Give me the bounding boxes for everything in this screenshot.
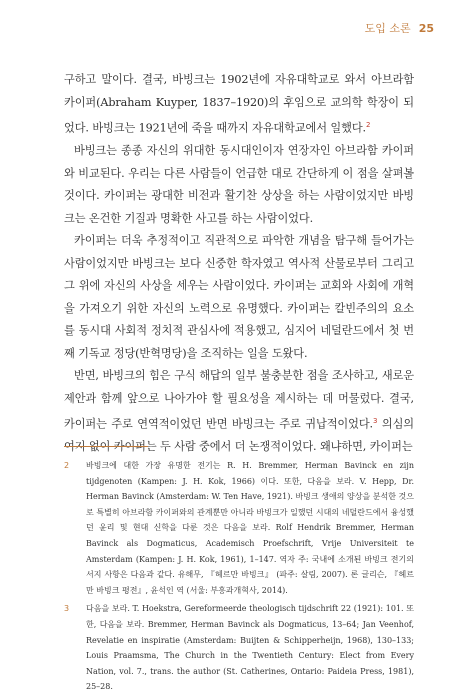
- footnote: [64, 458, 414, 598]
- footnote-text: 바빙크에 대한 가장 유명한 전기는 R. H. Bremmer, Herman Bavinck en zijn tijdgenoten (Kampen: J. H. Kok, 1966) 이다. 또한, 다음을 보라. V. Hepp, Dr. Herman Bavinck (Amsterdam: W. Ten Have, 1921). 바빙크 생애의 양상을 분석한 것으로 특별히 아브라함 카이퍼와의 관계뿐만 아니라 바빙크가 일했던 시대의 네덜란드에서 융성했던 윤리 및 현대 신학을 다룬 것은 다음을 보라. Rolf Hendrik Bremmer, Herman Bavinck als Dogmaticus, Academisch Proefschrift, Vrije Universiteit te Amsterdam (Kampen: J. H. Kok, 1961), 1–147. 역자 주: 국내에 소개된 바빙크 전기의 서지 사항은 다음과 같다. 유해무, 『헤르만 바빙크』 (파주: 살림, 2007). 론 글리슨, 『헤르만 바빙크 평전』, 윤석인 역 (서울: 부흥과개혁사, 2014).: [86, 461, 414, 595]
- footnotes: [64, 458, 414, 698]
- footnote-ref[interactable]: 2: [366, 121, 371, 129]
- paragraph: 카이퍼는 더욱 추정적이고 직관적으로 파악한 개념을 탐구해 들어가는 사람이었지만 바빙크는 보다 신중한 학자였고 역사적 산물로부터 그리고 그 위에 자신의 사상을 세우는 사람이었다. 카이퍼는 교회와 사회에 개혁을 가져오기 위한 자신의 노력으로 유명했다. 카이퍼는 칼빈주의의 요소를 동시대 사회적 정치적 관심사에 적용했고, 심지어 네덜란드에서 첫 번째 기독교 정당(반혁명당)을 조직하는 일을 도왔다.: [64, 234, 414, 360]
- paragraph: 바빙크는 종종 자신의 위대한 동시대인이자 연장자인 아브라함 카이퍼와 비교된다. 우리는 다른 사람들이 언급한 대로 간단하게 이 점을 살펴볼 것이다. 카이퍼는 광대한 비전과 활기찬 상상을 하는 사람이었지만 바빙크는 온건한 기질과 명확한 사고를 하는 사람이었다.: [64, 144, 414, 225]
- body-text: [64, 69, 414, 459]
- footnote-ref[interactable]: 3: [372, 417, 378, 426]
- paragraph: 구하고 말이다. 결국, 바빙크는 1902년에 자유대학교로 와서 아브라함 카이퍼(Abraham Kuyper, 1837–1920)의 후임으로 교의학 학장이 되었다. 바빙크는 1921년에 죽을 때까지 자유대학교에서 일했다.$^2$: [64, 73, 414, 135]
- footnote-text: 다음을 보라. T. Hoekstra, Gereformeerde theologisch tijdschrift 22 (1921): 101. 또한, 다음을 보라. Bremmer, Herman Bavinck als Dogmaticus, 13–64; Jan Veenhof, Revelatie en inspiratie (Amsterdam: Buijten & Schipperheijn, 1968), 130–133; Louis Praamsma, The Church in the Twentieth Century: Elect from Every Nation, vol. 7., trans. the author (St. Catherines, Ontario: Paideia Press, 1981), 25–28.: [86, 604, 414, 692]
- page-number: 25: [418, 22, 434, 35]
- paragraph: 반면, 바빙크의 힘은 구식 해답의 일부 불충분한 점을 조사하고, 새로운 제안과 함께 앞으로 나아가야 할 필요성을 제시하는 데 머물렀다. 결국, 카이퍼는 주로 연역적이었던 반면 바빙크는 주로 귀납적이었다.$^3$ 의심의 여지 없이 카이퍼는 두 사람 중에서 더 논쟁적이었다. 왜냐하면, 카이퍼는: [64, 369, 414, 454]
- running-header: [365, 20, 434, 36]
- footnote-number: 2: [64, 461, 70, 470]
- footnote-divider: [64, 446, 148, 447]
- section-title: 도입 소론: [364, 22, 411, 35]
- footnote: [64, 601, 414, 695]
- footnote-number: 3: [64, 604, 70, 614]
